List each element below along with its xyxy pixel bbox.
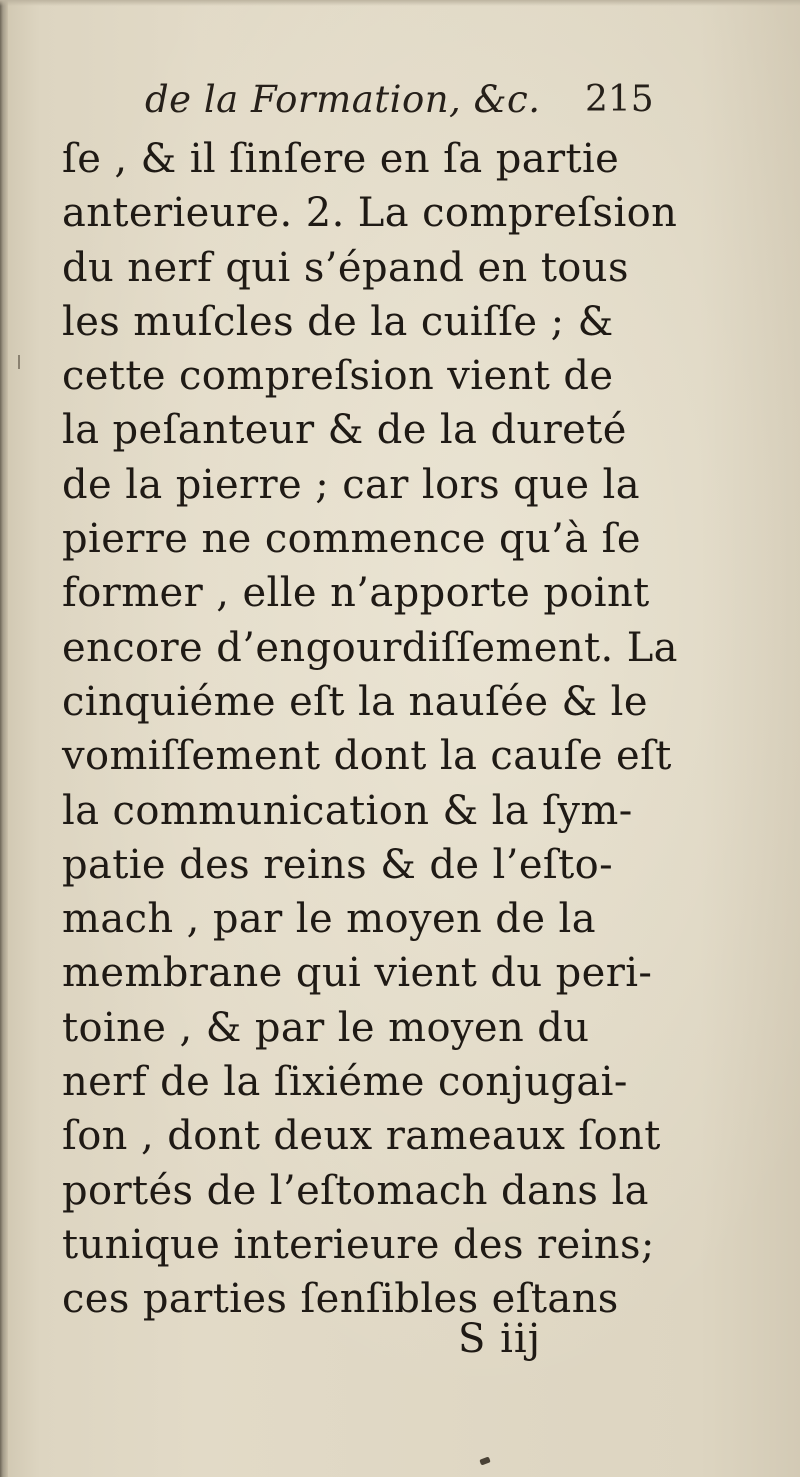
- text-line: de la pierre ; car lors que la: [62, 461, 640, 508]
- text-line: cinquiéme eſt la nauſée & le: [62, 678, 648, 725]
- text-line: ces parties ſenſibles eſtans: [62, 1276, 619, 1323]
- paper-mark: [18, 355, 20, 369]
- text-line: ſon , dont deux rameaux ſont: [62, 1113, 661, 1160]
- page-top-edge: [0, 0, 800, 6]
- running-header: [145, 72, 665, 128]
- text-line: la communication & la ſym-: [62, 787, 633, 834]
- page-gutter: [0, 0, 8, 1477]
- text-line: former , elle n’apporte point: [62, 570, 650, 617]
- text-line: anterieure. 2. La compreſsion: [62, 190, 678, 237]
- text-line: portés de l’eſtomach dans la: [62, 1167, 649, 1214]
- ink-speck: [479, 1456, 490, 1465]
- text-line: mach , par le moyen de la: [62, 896, 596, 943]
- text-line: vomiſſement dont la cauſe eſt: [62, 733, 672, 780]
- text-line: encore d’engourdiſſement. La: [62, 624, 678, 671]
- text-line: nerf de la ſixiéme conjugai-: [62, 1059, 628, 1106]
- text-line: ſe , & il ſinſere en ſa partie: [62, 136, 620, 182]
- text-line: membrane qui vient du peri-: [62, 950, 653, 997]
- text-line: du nerf qui s’épand en tous: [62, 244, 629, 291]
- signature-mark: S iij: [458, 1316, 542, 1362]
- text-line: tunique interieure des reins;: [62, 1221, 655, 1268]
- page-number: 215: [585, 79, 654, 120]
- text-line: la peſanteur & de la dureté: [62, 407, 627, 454]
- text-line: toine , & par le moyen du: [62, 1004, 590, 1051]
- text-line: pierre ne commence qu’à ſe: [62, 516, 641, 563]
- text-line: patie des reins & de l’eſto-: [62, 841, 613, 888]
- body-text: [62, 132, 678, 1327]
- running-title: de la Formation, &c.: [145, 78, 541, 121]
- text-line: les muſcles de la cuiſſe ; &: [62, 298, 614, 345]
- text-line: cette compreſsion vient de: [62, 353, 614, 400]
